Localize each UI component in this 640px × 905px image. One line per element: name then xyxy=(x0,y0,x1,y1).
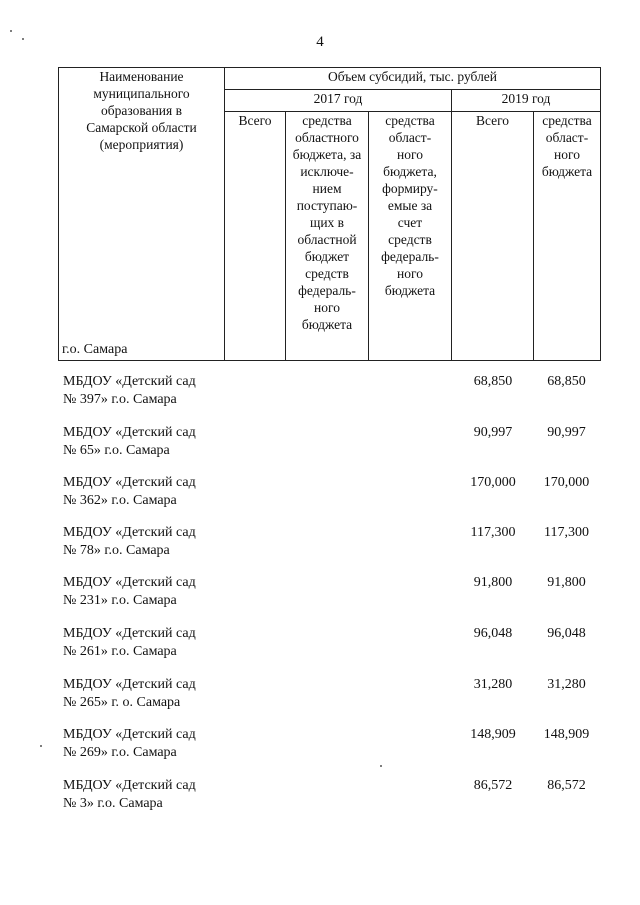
header-regional-2019: средства област- ного бюджета xyxy=(534,112,601,361)
row-label: МБДОУ «Детский сад № 397» г.о. Самара xyxy=(63,374,196,407)
header-name-column: Наименование муниципального образования в Самарской области (мероприятия) xyxy=(59,68,225,361)
row-total-2019: 148,909 xyxy=(470,727,516,742)
row-regional-2019: 91,800 xyxy=(547,575,586,590)
row-regional-2019: 170,000 xyxy=(543,475,590,490)
page-number: 4 xyxy=(316,34,324,50)
scan-speck xyxy=(22,38,24,40)
row-total-2019: 96,048 xyxy=(473,626,513,641)
header-regional-2017: средства областного бюджета, за исключе- нием поступаю- щих в областной бюджет средств федераль- ного бюджета xyxy=(286,112,369,361)
row-regional-2019: 96,048 xyxy=(547,626,586,641)
row-total-2019: 117,300 xyxy=(470,525,516,540)
header-total-2017: Всего xyxy=(225,112,286,361)
row-total-2019: 170,000 xyxy=(470,475,516,490)
section-title: г.о. Самара xyxy=(62,342,128,357)
header-year-2019: 2019 год xyxy=(452,90,601,112)
row-regional-2019: 86,572 xyxy=(547,778,586,793)
scan-speck xyxy=(380,765,382,767)
header-total-2019: Всего xyxy=(452,112,534,361)
row-regional-2019: 31,280 xyxy=(547,677,586,692)
row-label: МБДОУ «Детский сад № 265» г. о. Самара xyxy=(63,677,196,710)
row-label: МБДОУ «Детский сад № 65» г.о. Самара xyxy=(63,425,196,458)
row-label: МБДОУ «Детский сад № 231» г.о. Самара xyxy=(63,575,196,608)
subsidy-table-header xyxy=(58,67,601,361)
header-year-2017: 2017 год xyxy=(225,90,452,112)
row-regional-2019: 117,300 xyxy=(544,525,589,540)
row-total-2019: 68,850 xyxy=(473,374,513,389)
header-group-title: Объем субсидий, тыс. рублей xyxy=(225,68,601,90)
scan-speck xyxy=(40,745,42,747)
row-label: МБДОУ «Детский сад № 3» г.о. Самара xyxy=(63,778,196,811)
row-regional-2019: 148,909 xyxy=(543,727,590,742)
row-label: МБДОУ «Детский сад № 78» г.о. Самара xyxy=(63,525,196,558)
row-total-2019: 91,800 xyxy=(473,575,513,590)
row-total-2019: 31,280 xyxy=(473,677,513,692)
row-total-2019: 90,997 xyxy=(473,425,513,440)
row-label: МБДОУ «Детский сад № 261» г.о. Самара xyxy=(63,626,196,659)
row-label: МБДОУ «Детский сад № 269» г.о. Самара xyxy=(63,727,196,760)
row-total-2019: 86,572 xyxy=(473,778,513,793)
header-federal-2017: средства област- ного бюджета, формиру- емые за счет средств федераль- ного бюджета xyxy=(369,112,452,361)
scan-speck xyxy=(10,30,12,32)
row-regional-2019: 90,997 xyxy=(547,425,586,440)
row-regional-2019: 68,850 xyxy=(547,374,586,389)
row-label: МБДОУ «Детский сад № 362» г.о. Самара xyxy=(63,475,196,508)
